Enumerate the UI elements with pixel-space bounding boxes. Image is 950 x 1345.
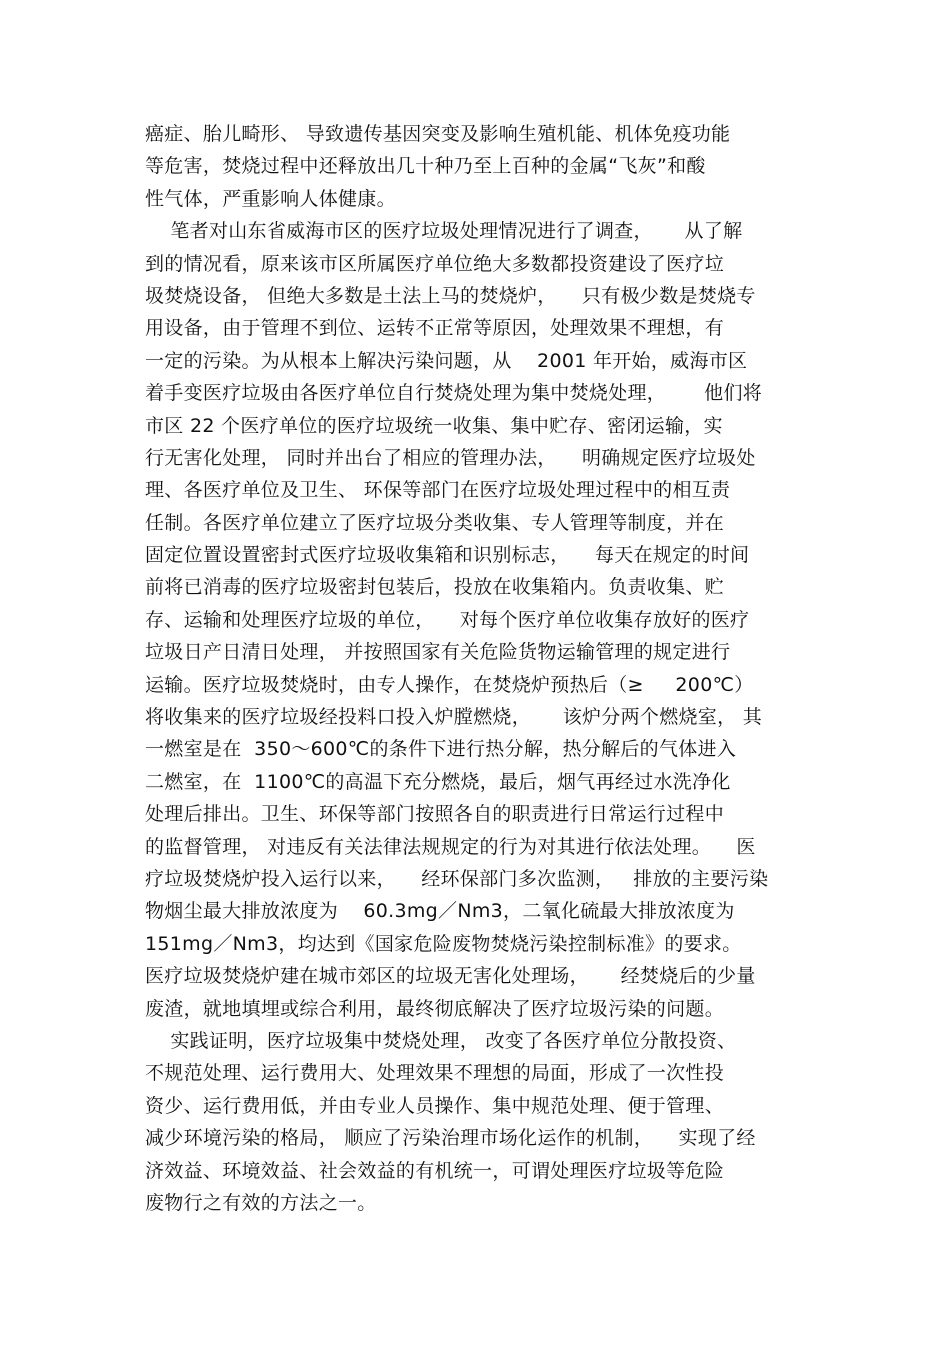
text-line: 减少环境污染的格局， 顺应了污染治理市场化运作的机制， 实现了经 xyxy=(145,1127,756,1150)
text-line: 医疗垃圾焚烧炉建在城市郊区的垃圾无害化处理场， 经焚烧后的少量 xyxy=(145,965,756,988)
text-line: 废渣，就地填埋或综合利用，最终彻底解决了医疗垃圾污染的问题。 xyxy=(145,997,725,1020)
text-line: 着手变医疗垃圾由各医疗单位自行焚烧处理为集中焚烧处理， 他们将 xyxy=(145,382,763,405)
text-line: 实践证明，医疗垃圾集中焚烧处理， 改变了各医疗单位分散投资、 xyxy=(145,1029,737,1052)
text-line: 济效益、环境效益、社会效益的有机统一，可谓处理医疗垃圾等危险 xyxy=(145,1159,725,1182)
text-line: 存、运输和处理医疗垃圾的单位， 对每个医疗单位收集存放好的医疗 xyxy=(145,608,750,631)
text-line: 癌症、胎儿畸形、 导致遗传基因突变及影响生殖机能、机体免疫功能 xyxy=(145,123,731,145)
text-line: 垃圾日产日清日处理， 并按照国家有关危险货物运输管理的规定进行 xyxy=(145,641,731,664)
text-line: 物烟尘最大排放浓度为 60.3mg／Nm3，二氧化硫最大排放浓度为 xyxy=(145,900,735,923)
text-line: 前将已消毒的医疗垃圾密封包装后，投放在收集箱内。负责收集、贮 xyxy=(145,576,725,599)
text-line: 将收集来的医疗垃圾经投料口投入炉膛燃烧， 该炉分两个燃烧室， 其 xyxy=(145,706,763,729)
text-line: 不规范处理、运行费用大、处理效果不理想的局面，形成了一次性投 xyxy=(145,1062,725,1085)
text-line: 运输。医疗垃圾焚烧时，由专人操作，在焚烧炉预热后（≥ 200℃） xyxy=(145,673,754,696)
text-line: 圾焚烧设备， 但绝大多数是土法上马的焚烧炉， 只有极少数是焚烧专 xyxy=(145,284,756,307)
text-line: 用设备，由于管理不到位、运转不正常等原因，处理效果不理想，有 xyxy=(145,317,725,340)
text-line: 151mg／Nm3，均达到《国家危险废物焚烧污染控制标准》的要求。 xyxy=(145,932,742,955)
text-line: 笔者对山东省威海市区的医疗垃圾处理情况进行了调查， 从了解 xyxy=(145,220,743,243)
text-line: 性气体，严重影响人体健康。 xyxy=(145,187,396,210)
text-line: 到的情况看，原来该市区所属医疗单位绝大多数都投资建设了医疗垃 xyxy=(145,252,725,275)
text-line: 一定的污染。为从根本上解决污染问题，从 2001 年开始，威海市区 xyxy=(145,349,748,372)
text-line: 资少、运行费用低，并由专业人员操作、集中规范处理、便于管理、 xyxy=(145,1094,725,1117)
text-line: 疗垃圾焚烧炉投入运行以来， 经环保部门多次监测， 排放的主要污染 xyxy=(145,867,769,890)
text-line: 等危害，焚烧过程中还释放出几十种乃至上百种的金属“飞灰”和酸 xyxy=(145,155,706,178)
text-line: 一燃室是在 350～600℃的条件下进行热分解，热分解后的气体进入 xyxy=(145,738,737,761)
text-line: 废物行之有效的方法之一。 xyxy=(145,1191,377,1214)
text-line: 的监督管理， 对违反有关法律法规规定的行为对其进行依法处理。 医 xyxy=(145,835,756,858)
body-text xyxy=(145,118,810,1219)
text-line: 固定位置设置密封式医疗垃圾收集箱和识别标志， 每天在规定的时间 xyxy=(145,544,750,567)
text-line: 市区 22 个医疗单位的医疗垃圾统一收集、集中贮存、密闭运输，实 xyxy=(145,414,723,437)
text-line: 行无害化处理， 同时并出台了相应的管理办法， 明确规定医疗垃圾处 xyxy=(145,446,756,469)
text-line: 二燃室，在 1100℃的高温下充分燃烧，最后，烟气再经过水洗净化 xyxy=(145,770,731,793)
text-line: 处理后排出。卫生、环保等部门按照各自的职责进行日常运行过程中 xyxy=(145,803,725,826)
text-line: 任制。各医疗单位建立了医疗垃圾分类收集、专人管理等制度，并在 xyxy=(145,511,725,534)
text-line: 理、各医疗单位及卫生、 环保等部门在医疗垃圾处理过程中的相互责 xyxy=(145,479,731,502)
